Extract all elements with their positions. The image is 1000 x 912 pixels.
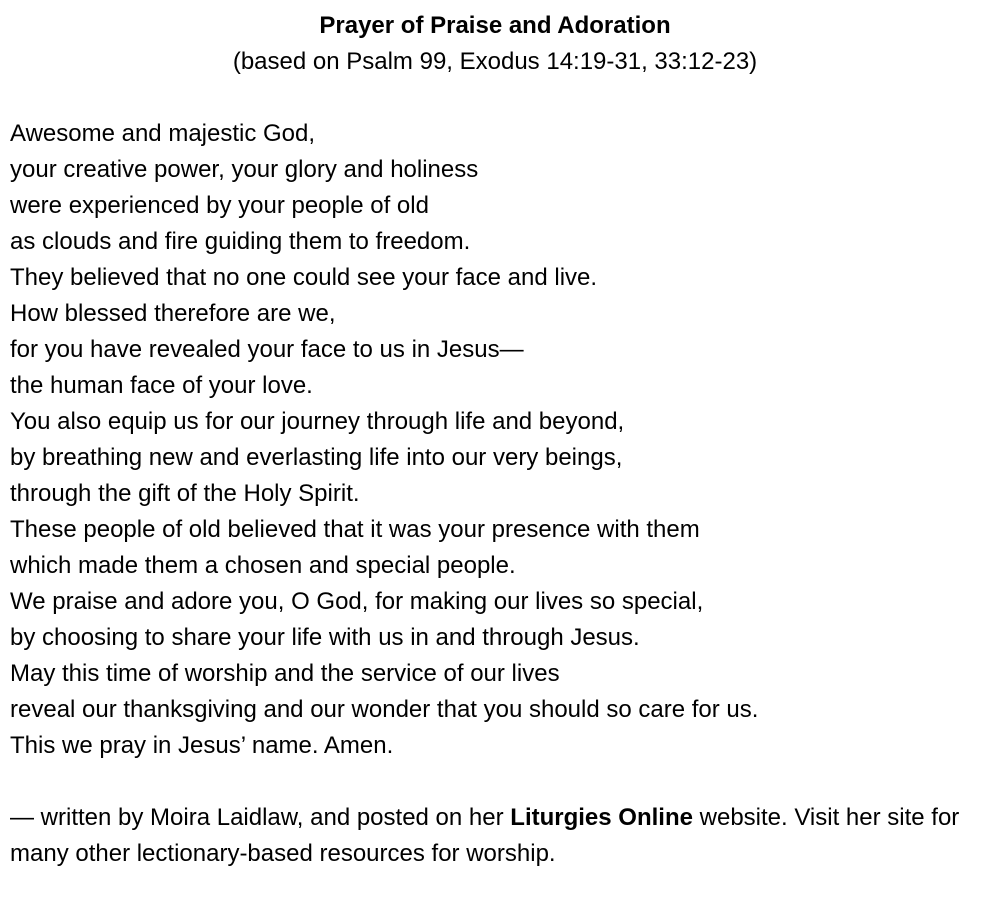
prayer-body [10,116,1000,764]
prayer-line: May this time of worship and the service of our lives [10,660,560,687]
spacer [10,80,1000,116]
prayer-line: This we pray in Jesus’ name. Amen. [10,732,394,759]
prayer-line: which made them a chosen and special people. [10,552,516,579]
credit-prefix: — written by Moira Laidlaw, and posted on her [10,804,511,831]
prayer-line: How blessed therefore are we, [10,300,336,327]
prayer-line: were experienced by your people of old [10,192,429,219]
prayer-line: by choosing to share your life with us in and through Jesus. [10,624,640,651]
credit-suffix: website. Visit her site for many other lectionary-based resources for worship. [10,804,960,867]
prayer-line: through the gift of the Holy Spirit. [10,480,360,507]
prayer-line: They believed that no one could see your face and live. [10,264,598,291]
prayer-title: Prayer of Praise and Adoration [319,12,671,39]
prayer-line: Awesome and majestic God, [10,120,316,147]
prayer-line: as clouds and fire guiding them to freedom. [10,228,471,255]
prayer-line: We praise and adore you, O God, for making our lives so special, [10,588,704,615]
prayer-line: by breathing new and everlasting life into our very beings, [10,444,623,471]
prayer-line: These people of old believed that it was your presence with them [10,516,700,543]
site-name: Liturgies Online [510,804,693,831]
spacer [10,764,1000,800]
prayer-line: reveal our thanksgiving and our wonder that you should so care for us. [10,696,759,723]
prayer-line: for you have revealed your face to us in Jesus— [10,336,524,363]
credit-paragraph [10,800,985,872]
prayer-subtitle: (based on Psalm 99, Exodus 14:19-31, 33:12-23) [232,48,758,75]
prayer-line: the human face of your love. [10,372,313,399]
prayer-line: You also equip us for our journey through life and beyond, [10,408,625,435]
prayer-line: your creative power, your glory and holiness [10,156,479,183]
